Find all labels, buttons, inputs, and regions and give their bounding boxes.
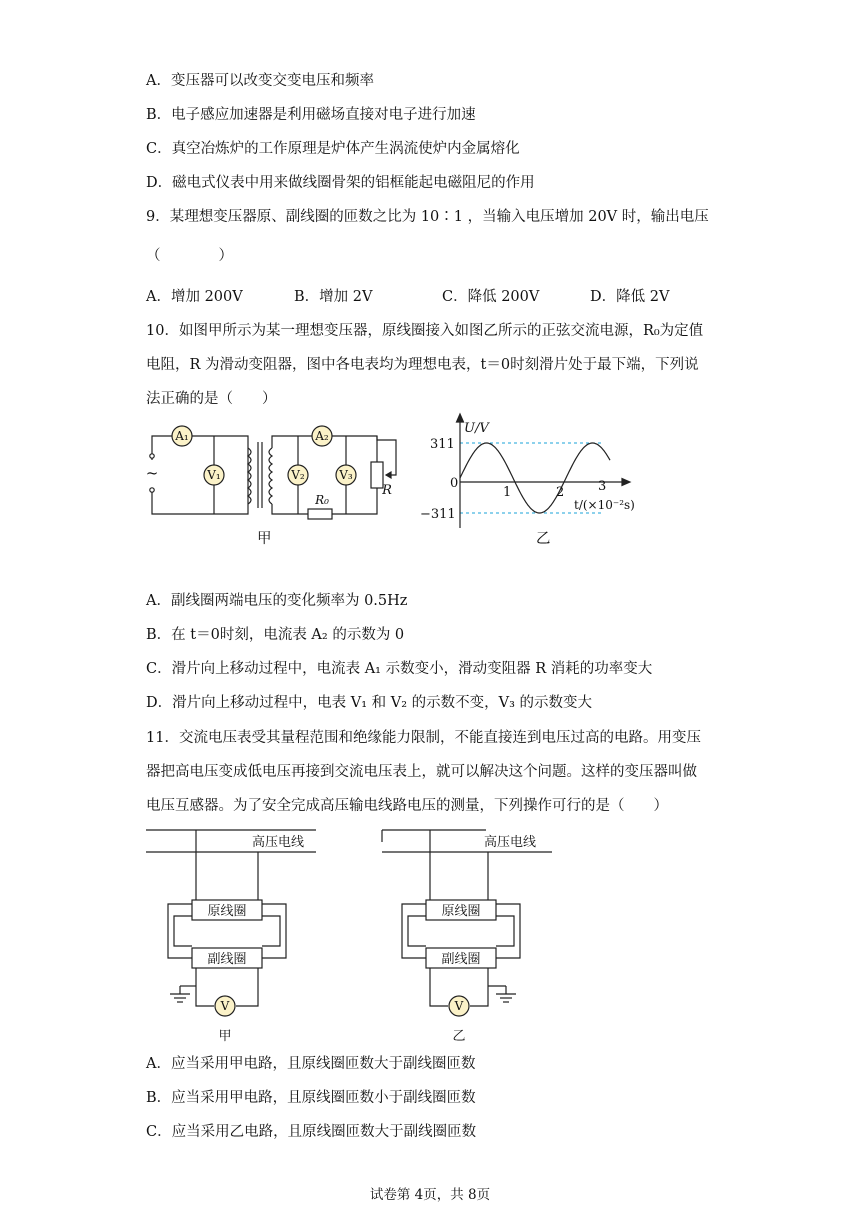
q11-jia-secondary-label: 副线圈	[207, 952, 247, 967]
voltmeter-v2-label: V₂	[291, 468, 305, 482]
q9-answer-paren: （ ）	[146, 248, 233, 264]
ammeter-a2-label: A₂	[315, 429, 329, 443]
q11-circuit-jia	[140, 826, 320, 1044]
graph-y-min-label: −311	[420, 507, 456, 522]
q11-stem-line-2: 器把高电压变成低电压再接到交流电压表上，就可以解决这个问题。这样的变压器叫做	[146, 764, 697, 780]
q11-jia-primary-label: 原线圈	[207, 904, 247, 919]
graph-origin-label: 0	[450, 476, 459, 491]
q11-yi-secondary-label: 副线圈	[441, 952, 481, 967]
graph-x-tick-1: 1	[503, 485, 512, 500]
q10-stem-line-2: 电阻，R 为滑动变阻器，图中各电表均为理想电表，t＝0时刻滑片处于最下端，下列说	[146, 357, 699, 373]
q10-option-d: D．滑片向上移动过程中，电表 V₁ 和 V₂ 的示数不变，V₃ 的示数变大	[146, 695, 593, 711]
graph-y-max-label: 311	[430, 437, 455, 452]
q10-voltage-graph	[420, 410, 650, 530]
q11-stem-line-1: 11．交流电压表受其量程范围和绝缘能力限制，不能直接连到电压过高的电路。用变压	[146, 730, 701, 746]
rheostat-r-label: R	[382, 483, 392, 498]
q11-yi-wire-label: 高压电线	[483, 835, 537, 850]
voltmeter-v3-label: V₃	[339, 468, 353, 482]
q10-option-a: A．副线圈两端电压的变化频率为 0.5Hz	[146, 593, 408, 609]
q10-fig-yi-caption: 乙	[536, 531, 551, 547]
q11-jia-voltmeter-label: V	[220, 999, 230, 1013]
q11-yi-primary-label: 原线圈	[441, 904, 481, 919]
q10-stem-line-3: 法正确的是（ ）	[146, 391, 277, 407]
q11-circuit-yi	[376, 826, 556, 1044]
page-footer: 试卷第 4页，共 8页	[369, 1187, 491, 1203]
q11-jia-caption: 甲	[218, 1029, 232, 1044]
q10-stem-line-1: 10．如图甲所示为某一理想变压器，原线圈接入如图乙所示的正弦交流电源，R₀为定值	[146, 323, 704, 339]
q9-stem: 9．某理想变压器原、副线圈的匝数之比为 10∶1 ，当输入电压增加 20V 时，输出电压	[146, 209, 709, 225]
q8-option-b: B．电子感应加速器是利用磁场直接对电子进行加速	[146, 107, 476, 123]
q10-fig-jia-caption: 甲	[257, 531, 272, 547]
q10-option-c: C．滑片向上移动过程中，电流表 A₁ 示数变小，滑动变阻器 R 消耗的功率变大	[146, 661, 653, 677]
q8-option-d: D．磁电式仪表中用来做线圈骨架的铝框能起电磁阻尼的作用	[146, 175, 535, 191]
ammeter-a1-label: A₁	[175, 429, 189, 443]
q11-option-a: A．应当采用甲电路，且原线圈匝数大于副线圈匝数	[146, 1056, 476, 1072]
q11-option-c: C．应当采用乙电路，且原线圈匝数大于副线圈匝数	[146, 1124, 477, 1140]
q9-option-c: C．降低 200V	[442, 289, 540, 305]
q9-option-b: B．增加 2V	[294, 289, 373, 305]
graph-x-tick-2: 2	[556, 485, 565, 500]
resistor-r0-label: R₀	[315, 493, 329, 507]
ac-source-symbol: ~	[145, 464, 159, 482]
q11-option-b: B．应当采用甲电路，且原线圈匝数小于副线圈匝数	[146, 1090, 476, 1106]
q9-option-a: A．增加 200V	[146, 289, 243, 305]
q11-yi-caption: 乙	[452, 1029, 466, 1044]
q8-option-c: C．真空冶炼炉的工作原理是炉体产生涡流使炉内金属熔化	[146, 141, 520, 157]
q11-stem-line-3: 电压互感器。为了安全完成高压输电线路电压的测量，下列操作可行的是（ ）	[146, 798, 668, 814]
graph-x-axis-label: t/(×10⁻²s)	[574, 498, 635, 512]
graph-x-tick-3: 3	[598, 479, 607, 494]
q9-options	[146, 287, 746, 307]
q8-option-a: A．变压器可以改变交变电压和频率	[146, 73, 374, 89]
q9-option-d: D．降低 2V	[590, 289, 670, 305]
voltmeter-v1-label: V₁	[207, 468, 221, 482]
q11-jia-wire-label: 高压电线	[251, 835, 305, 850]
q11-yi-voltmeter-label: V	[454, 999, 464, 1013]
q10-option-b: B．在 t＝0时刻，电流表 A₂ 的示数为 0	[146, 627, 405, 643]
graph-y-axis-label: U/V	[464, 421, 489, 436]
